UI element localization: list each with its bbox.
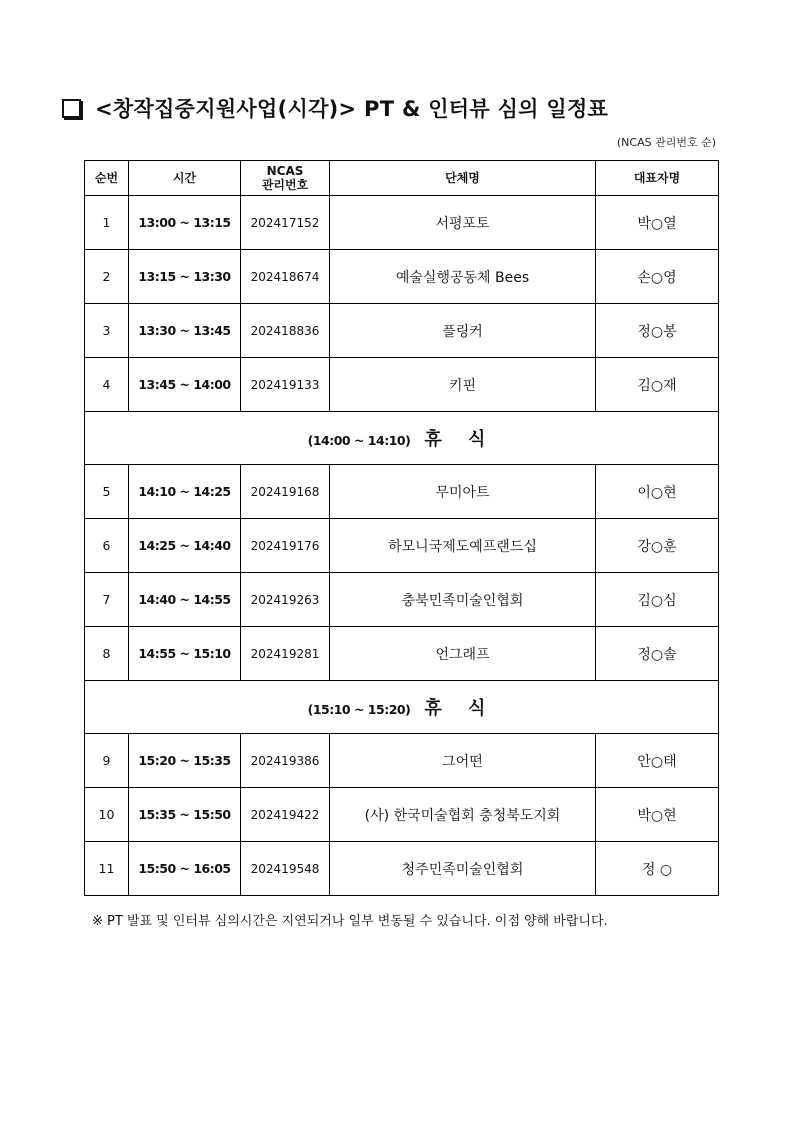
header-rep: 대표자명 (596, 161, 719, 196)
cell-no: 5 (85, 465, 129, 519)
schedule-table (84, 160, 719, 896)
cell-rep: 정○봉 (596, 304, 719, 358)
break-label: 휴 식 (424, 698, 496, 719)
footnote: ※ PT 발표 및 인터뷰 심의시간은 지연되거나 일부 변동될 수 있습니다. 이점 양해 바랍니다. (92, 914, 608, 929)
cell-time: 14:40 ~ 14:55 (129, 573, 241, 627)
cell-time: 13:45 ~ 14:00 (129, 358, 241, 412)
checkbox-icon (62, 99, 81, 118)
table-row (85, 196, 719, 250)
cell-time: 15:20 ~ 15:35 (129, 734, 241, 788)
cell-no: 8 (85, 627, 129, 681)
table-row (85, 788, 719, 842)
cell-no: 4 (85, 358, 129, 412)
cell-rep: 김○재 (596, 358, 719, 412)
cell-time: 13:15 ~ 13:30 (129, 250, 241, 304)
break-cell (85, 681, 719, 734)
table-row (85, 519, 719, 573)
cell-time: 15:35 ~ 15:50 (129, 788, 241, 842)
header-code (241, 161, 330, 196)
cell-code: 202419422 (241, 788, 330, 842)
cell-no: 1 (85, 196, 129, 250)
table-row (85, 627, 719, 681)
cell-code: 202418674 (241, 250, 330, 304)
cell-code: 202419263 (241, 573, 330, 627)
cell-code: 202419176 (241, 519, 330, 573)
cell-group: 플링커 (330, 304, 596, 358)
cell-rep: 정 ○ (596, 842, 719, 896)
break-label: 휴 식 (424, 429, 496, 450)
break-row (85, 412, 719, 465)
cell-no: 3 (85, 304, 129, 358)
cell-time: 14:55 ~ 15:10 (129, 627, 241, 681)
cell-time: 15:50 ~ 16:05 (129, 842, 241, 896)
cell-rep: 김○심 (596, 573, 719, 627)
cell-group: 키핀 (330, 358, 596, 412)
header-time: 시간 (129, 161, 241, 196)
cell-rep: 박○현 (596, 788, 719, 842)
break-time: (14:00 ~ 14:10) (307, 433, 411, 448)
table-row (85, 304, 719, 358)
cell-time: 13:00 ~ 13:15 (129, 196, 241, 250)
cell-no: 9 (85, 734, 129, 788)
table-row (85, 465, 719, 519)
cell-rep: 박○열 (596, 196, 719, 250)
cell-rep: 이○현 (596, 465, 719, 519)
header-code-line1: NCAS (266, 164, 304, 178)
cell-code: 202419168 (241, 465, 330, 519)
table-row (85, 573, 719, 627)
cell-code: 202419548 (241, 842, 330, 896)
sort-note: (NCAS 관리번호 순) (616, 136, 716, 149)
cell-no: 10 (85, 788, 129, 842)
cell-code: 202419386 (241, 734, 330, 788)
cell-code: 202419133 (241, 358, 330, 412)
header-group: 단체명 (330, 161, 596, 196)
cell-group: 서평포토 (330, 196, 596, 250)
cell-group: 청주민족미술인협회 (330, 842, 596, 896)
cell-group: (사) 한국미술협회 충청북도지회 (330, 788, 596, 842)
table-row (85, 250, 719, 304)
page-title (60, 92, 760, 124)
cell-group: 충북민족미술인협회 (330, 573, 596, 627)
cell-code: 202419281 (241, 627, 330, 681)
cell-no: 7 (85, 573, 129, 627)
cell-no: 11 (85, 842, 129, 896)
cell-no: 2 (85, 250, 129, 304)
cell-rep: 손○영 (596, 250, 719, 304)
cell-time: 14:10 ~ 14:25 (129, 465, 241, 519)
header-code-line2: 관리번호 (261, 178, 309, 192)
break-time: (15:10 ~ 15:20) (307, 702, 411, 717)
table-row (85, 842, 719, 896)
break-cell (85, 412, 719, 465)
cell-code: 202417152 (241, 196, 330, 250)
cell-group: 언그래프 (330, 627, 596, 681)
table-row (85, 358, 719, 412)
cell-code: 202418836 (241, 304, 330, 358)
cell-rep: 강○훈 (596, 519, 719, 573)
cell-rep: 안○태 (596, 734, 719, 788)
cell-group: 그어떤 (330, 734, 596, 788)
cell-rep: 정○솔 (596, 627, 719, 681)
cell-time: 13:30 ~ 13:45 (129, 304, 241, 358)
break-row (85, 681, 719, 734)
cell-group: 예술실행공동체 Bees (330, 250, 596, 304)
cell-no: 6 (85, 519, 129, 573)
cell-group: 무미아트 (330, 465, 596, 519)
table-row (85, 734, 719, 788)
cell-time: 14:25 ~ 14:40 (129, 519, 241, 573)
header-no: 순번 (85, 161, 129, 196)
page-title-text: <창작집중지원사업(시각)> PT & 인터뷰 심의 일정표 (95, 97, 609, 121)
cell-group: 하모니국제도예프랜드십 (330, 519, 596, 573)
header-row (85, 161, 719, 196)
